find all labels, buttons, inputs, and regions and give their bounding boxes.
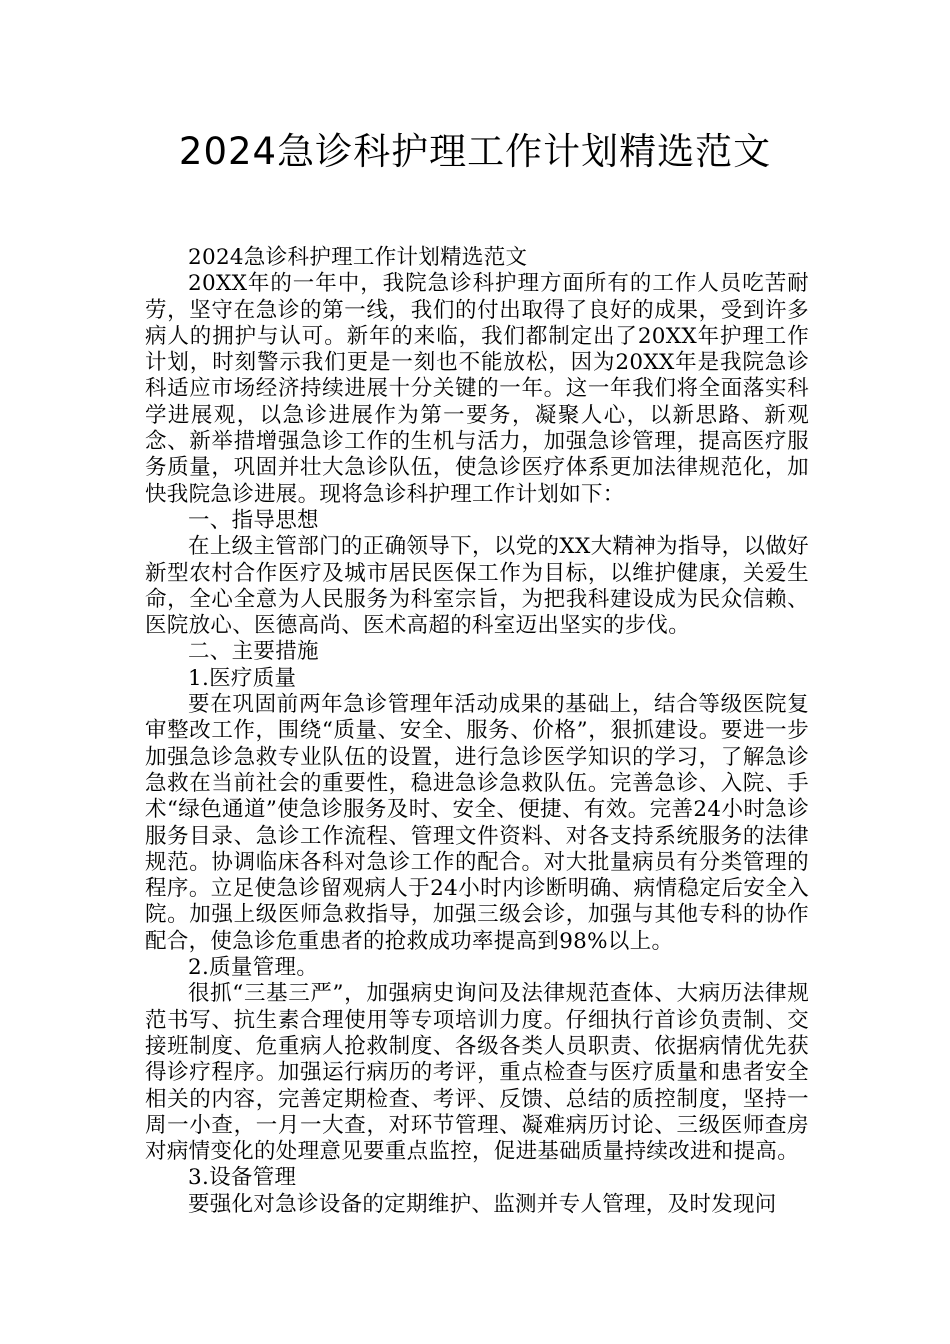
subheading-quality-management: 2.质量管理。 bbox=[188, 955, 319, 981]
subheading-medical-quality: 1.医疗质量 bbox=[188, 665, 297, 691]
paragraph-guiding-ideology: 在上级主管部门的正确领导下，以党的XX大精神为指导，以做好新型农村合作医疗及城市居民医保工作为目标，以维护健康，关爱生命，全心全意为人民服务为科室宗旨，为把我科建设成为民众信赖、医院放心、医德高尚、医术高超的科室迈出坚实的步伐。 bbox=[145, 534, 809, 639]
section-heading-guiding-ideology: 一、指导思想 bbox=[188, 507, 319, 533]
paragraph-subtitle: 2024急诊科护理工作计划精选范文 bbox=[188, 245, 528, 270]
subheading-equipment-management: 3.设备管理 bbox=[188, 1165, 297, 1191]
document-body bbox=[145, 245, 809, 1218]
section-heading-main-measures: 二、主要措施 bbox=[188, 639, 319, 665]
document-title: 2024急诊科护理工作计划精选范文 bbox=[178, 130, 772, 173]
paragraph-equipment-management: 要强化对急诊设备的定期维护、监测并专人管理，及时发现问 bbox=[188, 1191, 777, 1217]
paragraph-intro: 20XX年的一年中，我院急诊科护理方面所有的工作人员吃苦耐劳，坚守在急诊的第一线，我们的付出取得了良好的成果，受到许多病人的拥护与认可。新年的来临，我们都制定出了20XX年护理工作计划，时刻警示我们更是一刻也不能放松，因为20XX年是我院急诊科适应市场经济持续进展十分关键的一年。这一年我们将全面落实科学进展观，以急诊进展作为第一要务，凝聚人心，以新思路、新观念、新举措增强急诊工作的生机与活力，加强急诊管理，提高医疗服务质量，巩固并壮大急诊队伍，使急诊医疗体系更加法律规范化，加快我院急诊进展。现将急诊科护理工作计划如下： bbox=[145, 271, 809, 507]
paragraph-quality-management: 很抓“三基三严”，加强病史询问及法律规范查体、大病历法律规范书写、抗生素合理使用等专项培训力度。仔细执行首诊负责制、交接班制度、危重病人抢救制度、各级各类人员职责、依据病情优先获得诊疗程序。加强运行病历的考评，重点检查与医疗质量和患者安全相关的内容，完善定期检查、考评、反馈、总结的质控制度，坚持一周一小查，一月一大查，对环节管理、凝难病历讨论、三级医师查房对病情变化的处理意见要重点监控，促进基础质量持续改进和提高。 bbox=[145, 981, 809, 1165]
paragraph-medical-quality: 要在巩固前两年急诊管理年活动成果的基础上，结合等级医院复审整改工作，围绕“质量、安全、服务、价格”，狠抓建设。要进一步加强急诊急救专业队伍的设置，进行急诊医学知识的学习，了解急诊急救在当前社会的重要性，稳进急诊急救队伍。完善急诊、入院、手术“绿色通道”使急诊服务及时、安全、便捷、有效。完善24小时急诊服务目录、急诊工作流程、管理文件资料、对各支持系统服务的法律规范。协调临床各科对急诊工作的配合。对大批量病员有分类管理的程序。立足使急诊留观病人于24小时内诊断明确、病情稳定后安全入院。加强上级医师急救指导，加强三级会诊，加强与其他专科的协作配合，使急诊危重患者的抢救成功率提高到98%以上。 bbox=[145, 692, 809, 954]
